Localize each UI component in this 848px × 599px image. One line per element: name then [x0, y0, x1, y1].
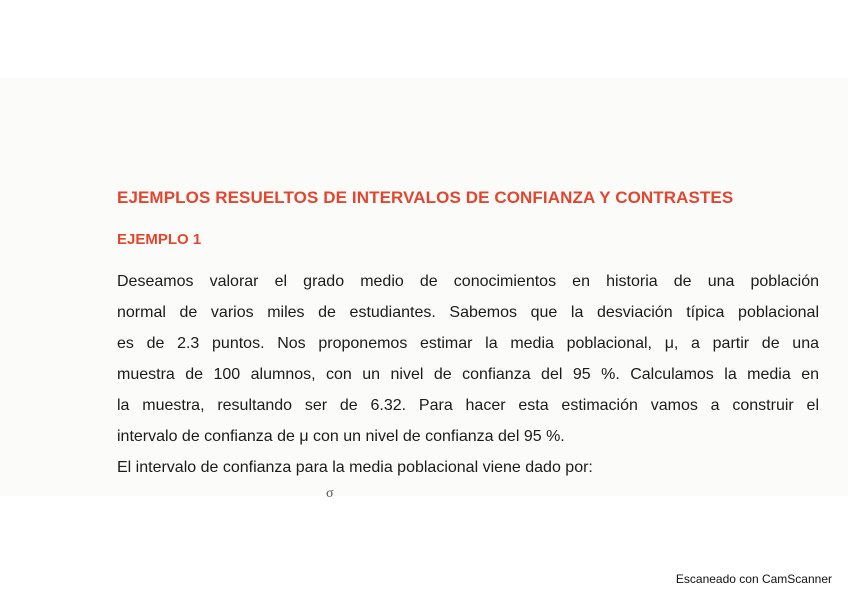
cutoff-formula-symbol: σ	[326, 486, 334, 501]
paragraph-line: normal de varios miles de estudiantes. Sabemos que la desviación típica poblacional	[117, 304, 819, 321]
paragraph-line: la muestra, resultando ser de 6.32. Para hacer esta estimación vamos a construir el	[117, 397, 819, 414]
paragraph-line: Deseamos valorar el grado medio de conocimientos en historia de una población	[117, 273, 819, 290]
paragraph-line: muestra de 100 alumnos, con un nivel de confianza del 95 %. Calculamos la media en	[117, 366, 819, 383]
document-title: EJEMPLOS RESUELTOS DE INTERVALOS DE CONFIANZA Y CONTRASTES	[117, 188, 734, 207]
example-paragraph	[117, 266, 819, 483]
example-heading: EJEMPLO 1	[117, 231, 202, 248]
paragraph-line: intervalo de confianza de μ con un nivel de confianza del 95 %.	[117, 428, 565, 445]
paragraph-line: El intervalo de confianza para la media poblacional viene dado por:	[117, 459, 593, 476]
paragraph-line: es de 2.3 puntos. Nos proponemos estimar la media poblacional, μ, a partir de una	[117, 335, 819, 352]
scanner-watermark: Escaneado con CamScanner	[675, 572, 832, 586]
